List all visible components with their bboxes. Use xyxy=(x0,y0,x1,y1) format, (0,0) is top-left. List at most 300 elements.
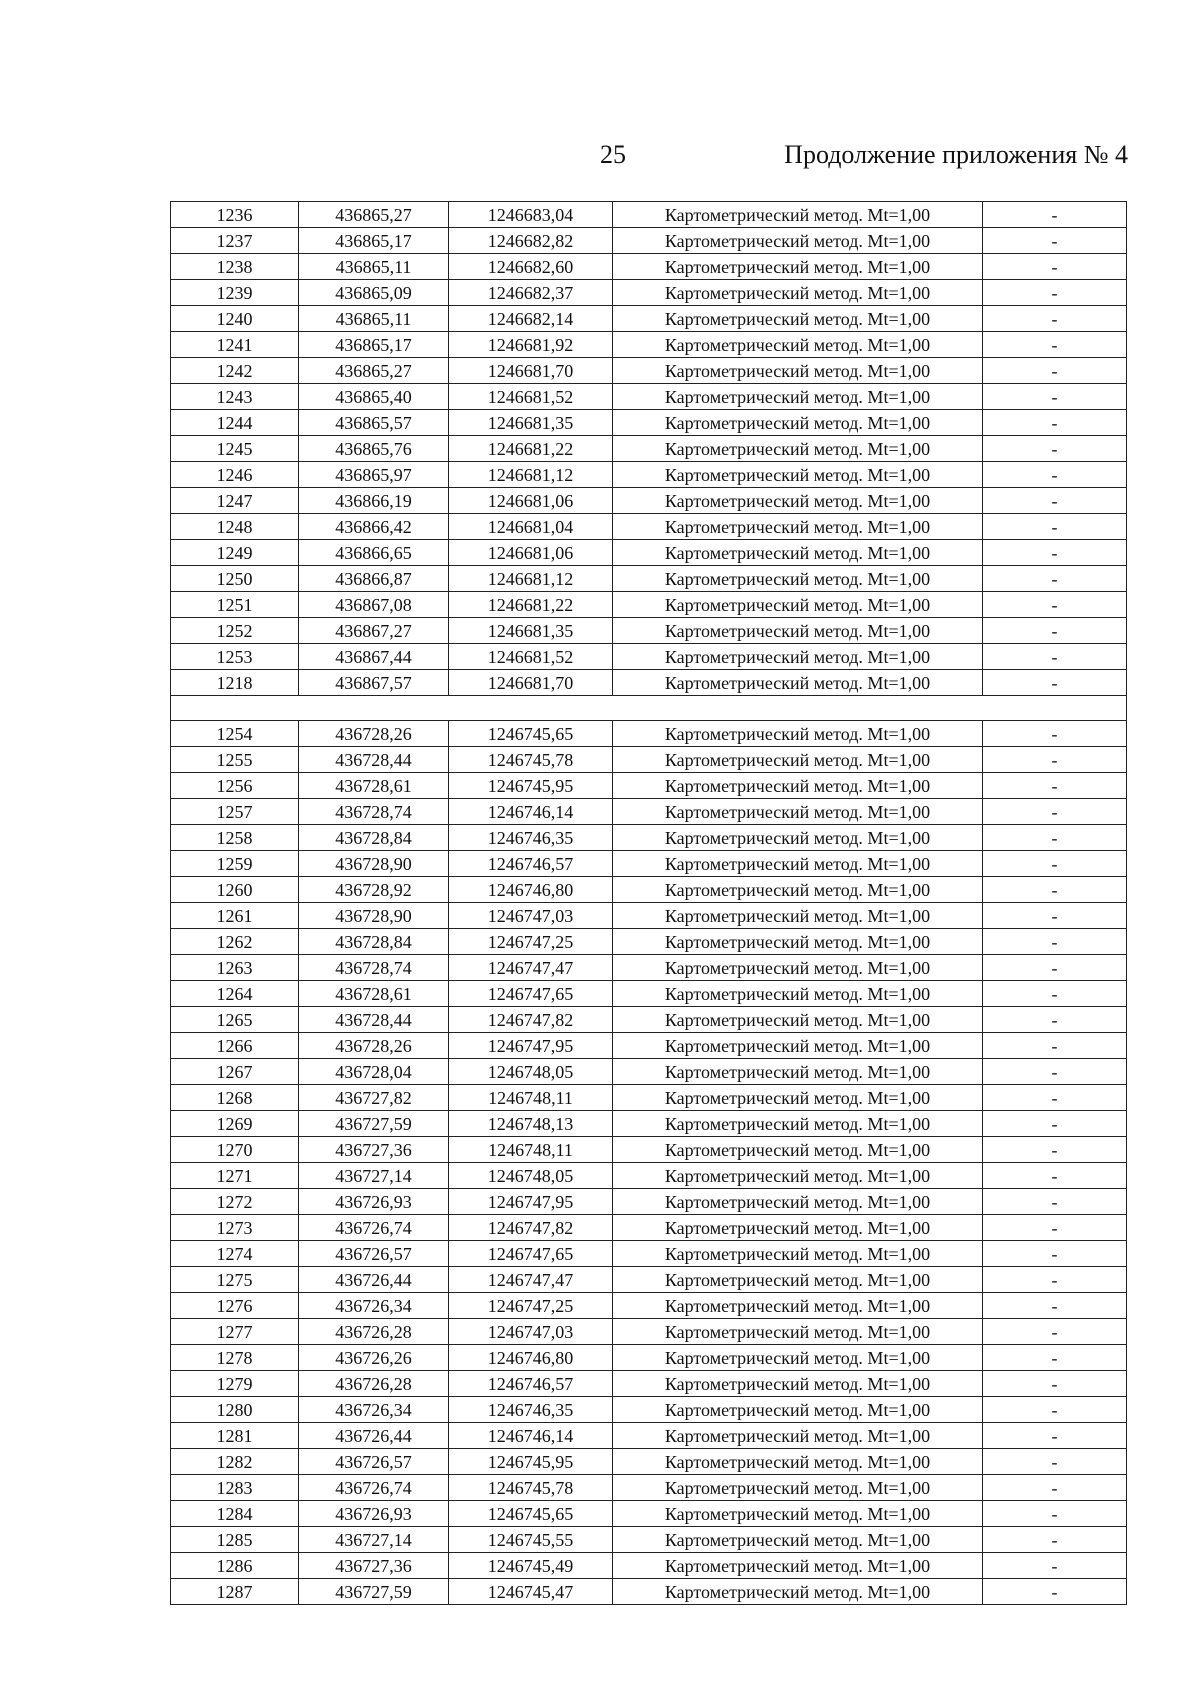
x-coordinate-cell: 436726,57 xyxy=(299,1449,449,1475)
y-coordinate-cell: 1246681,52 xyxy=(449,384,613,410)
note-cell: - xyxy=(983,903,1127,929)
table-row xyxy=(171,1423,1127,1449)
point-number-cell: 1277 xyxy=(171,1319,299,1345)
x-coordinate-cell: 436726,28 xyxy=(299,1371,449,1397)
y-coordinate-cell: 1246681,92 xyxy=(449,332,613,358)
method-cell: Картометрический метод. Mt=1,00 xyxy=(613,799,983,825)
note-cell: - xyxy=(983,1267,1127,1293)
x-coordinate-cell: 436728,84 xyxy=(299,929,449,955)
table-row xyxy=(171,721,1127,747)
x-coordinate-cell: 436728,04 xyxy=(299,1059,449,1085)
note-cell: - xyxy=(983,955,1127,981)
x-coordinate-cell: 436728,61 xyxy=(299,773,449,799)
point-number-cell: 1248 xyxy=(171,514,299,540)
page-heading: Продолжение приложения № 4 xyxy=(784,140,1128,169)
method-cell: Картометрический метод. Mt=1,00 xyxy=(613,1085,983,1111)
table-row xyxy=(171,1137,1127,1163)
point-number-cell: 1260 xyxy=(171,877,299,903)
x-coordinate-cell: 436865,17 xyxy=(299,332,449,358)
note-cell: - xyxy=(983,644,1127,670)
note-cell: - xyxy=(983,384,1127,410)
note-cell: - xyxy=(983,825,1127,851)
x-coordinate-cell: 436865,11 xyxy=(299,306,449,332)
table-row xyxy=(171,254,1127,280)
table-row xyxy=(171,1111,1127,1137)
y-coordinate-cell: 1246748,05 xyxy=(449,1163,613,1189)
table-row xyxy=(171,670,1127,696)
note-cell: - xyxy=(983,254,1127,280)
x-coordinate-cell: 436866,65 xyxy=(299,540,449,566)
y-coordinate-cell: 1246682,37 xyxy=(449,280,613,306)
table-row xyxy=(171,1345,1127,1371)
y-coordinate-cell: 1246745,65 xyxy=(449,1501,613,1527)
method-cell: Картометрический метод. Mt=1,00 xyxy=(613,358,983,384)
method-cell: Картометрический метод. Mt=1,00 xyxy=(613,1189,983,1215)
note-cell: - xyxy=(983,670,1127,696)
table-row xyxy=(171,1501,1127,1527)
x-coordinate-cell: 436727,59 xyxy=(299,1579,449,1605)
note-cell: - xyxy=(983,1293,1127,1319)
note-cell: - xyxy=(983,566,1127,592)
point-number-cell: 1243 xyxy=(171,384,299,410)
point-number-cell: 1267 xyxy=(171,1059,299,1085)
y-coordinate-cell: 1246745,55 xyxy=(449,1527,613,1553)
x-coordinate-cell: 436865,11 xyxy=(299,254,449,280)
table-row xyxy=(171,773,1127,799)
note-cell: - xyxy=(983,877,1127,903)
note-cell: - xyxy=(983,618,1127,644)
note-cell: - xyxy=(983,1241,1127,1267)
point-number-cell: 1281 xyxy=(171,1423,299,1449)
note-cell: - xyxy=(983,358,1127,384)
point-number-cell: 1279 xyxy=(171,1371,299,1397)
note-cell: - xyxy=(983,1449,1127,1475)
method-cell: Картометрический метод. Mt=1,00 xyxy=(613,955,983,981)
x-coordinate-cell: 436728,26 xyxy=(299,721,449,747)
method-cell: Картометрический метод. Mt=1,00 xyxy=(613,228,983,254)
point-number-cell: 1273 xyxy=(171,1215,299,1241)
note-cell: - xyxy=(983,228,1127,254)
point-number-cell: 1268 xyxy=(171,1085,299,1111)
table-row xyxy=(171,332,1127,358)
table-row xyxy=(171,1163,1127,1189)
y-coordinate-cell: 1246747,03 xyxy=(449,1319,613,1345)
note-cell: - xyxy=(983,540,1127,566)
method-cell: Картометрический метод. Mt=1,00 xyxy=(613,592,983,618)
method-cell: Картометрический метод. Mt=1,00 xyxy=(613,540,983,566)
x-coordinate-cell: 436728,84 xyxy=(299,825,449,851)
point-number-cell: 1245 xyxy=(171,436,299,462)
point-number-cell: 1284 xyxy=(171,1501,299,1527)
point-number-cell: 1263 xyxy=(171,955,299,981)
table-row xyxy=(171,1449,1127,1475)
table-row xyxy=(171,1085,1127,1111)
y-coordinate-cell: 1246748,11 xyxy=(449,1085,613,1111)
x-coordinate-cell: 436728,44 xyxy=(299,1007,449,1033)
y-coordinate-cell: 1246745,95 xyxy=(449,773,613,799)
table-row xyxy=(171,1033,1127,1059)
note-cell: - xyxy=(983,462,1127,488)
method-cell: Картометрический метод. Mt=1,00 xyxy=(613,488,983,514)
table-row xyxy=(171,384,1127,410)
x-coordinate-cell: 436726,28 xyxy=(299,1319,449,1345)
table-row xyxy=(171,1553,1127,1579)
y-coordinate-cell: 1246747,95 xyxy=(449,1033,613,1059)
note-cell: - xyxy=(983,1501,1127,1527)
y-coordinate-cell: 1246681,22 xyxy=(449,592,613,618)
method-cell: Картометрический метод. Mt=1,00 xyxy=(613,1475,983,1501)
method-cell: Картометрический метод. Mt=1,00 xyxy=(613,1111,983,1137)
point-number-cell: 1283 xyxy=(171,1475,299,1501)
y-coordinate-cell: 1246682,82 xyxy=(449,228,613,254)
table-row xyxy=(171,825,1127,851)
method-cell: Картометрический метод. Mt=1,00 xyxy=(613,332,983,358)
table-row xyxy=(171,747,1127,773)
method-cell: Картометрический метод. Mt=1,00 xyxy=(613,410,983,436)
method-cell: Картометрический метод. Mt=1,00 xyxy=(613,1319,983,1345)
point-number-cell: 1253 xyxy=(171,644,299,670)
point-number-cell: 1269 xyxy=(171,1111,299,1137)
y-coordinate-cell: 1246747,25 xyxy=(449,1293,613,1319)
method-cell: Картометрический метод. Mt=1,00 xyxy=(613,1371,983,1397)
table-row xyxy=(171,306,1127,332)
y-coordinate-cell: 1246746,35 xyxy=(449,1397,613,1423)
table-row xyxy=(171,929,1127,955)
method-cell: Картометрический метод. Mt=1,00 xyxy=(613,1241,983,1267)
note-cell: - xyxy=(983,306,1127,332)
note-cell: - xyxy=(983,1007,1127,1033)
y-coordinate-cell: 1246681,70 xyxy=(449,358,613,384)
y-coordinate-cell: 1246746,57 xyxy=(449,851,613,877)
point-number-cell: 1266 xyxy=(171,1033,299,1059)
method-cell: Картометрический метод. Mt=1,00 xyxy=(613,903,983,929)
note-cell: - xyxy=(983,1553,1127,1579)
note-cell: - xyxy=(983,1527,1127,1553)
x-coordinate-cell: 436727,36 xyxy=(299,1137,449,1163)
x-coordinate-cell: 436728,74 xyxy=(299,799,449,825)
x-coordinate-cell: 436867,57 xyxy=(299,670,449,696)
point-number-cell: 1250 xyxy=(171,566,299,592)
point-number-cell: 1244 xyxy=(171,410,299,436)
table-row xyxy=(171,1007,1127,1033)
point-number-cell: 1251 xyxy=(171,592,299,618)
note-cell: - xyxy=(983,721,1127,747)
note-cell: - xyxy=(983,514,1127,540)
y-coordinate-cell: 1246748,05 xyxy=(449,1059,613,1085)
table-row xyxy=(171,955,1127,981)
x-coordinate-cell: 436866,19 xyxy=(299,488,449,514)
y-coordinate-cell: 1246681,35 xyxy=(449,618,613,644)
table-row xyxy=(171,644,1127,670)
method-cell: Картометрический метод. Mt=1,00 xyxy=(613,929,983,955)
point-number-cell: 1238 xyxy=(171,254,299,280)
note-cell: - xyxy=(983,1137,1127,1163)
group-separator-row xyxy=(171,696,1127,721)
point-number-cell: 1272 xyxy=(171,1189,299,1215)
table-row xyxy=(171,1579,1127,1605)
x-coordinate-cell: 436726,34 xyxy=(299,1293,449,1319)
method-cell: Картометрический метод. Mt=1,00 xyxy=(613,670,983,696)
table-row xyxy=(171,1371,1127,1397)
note-cell: - xyxy=(983,1189,1127,1215)
point-number-cell: 1262 xyxy=(171,929,299,955)
table-row xyxy=(171,592,1127,618)
page-number: 25 xyxy=(600,140,626,169)
method-cell: Картометрический метод. Mt=1,00 xyxy=(613,514,983,540)
x-coordinate-cell: 436865,17 xyxy=(299,228,449,254)
x-coordinate-cell: 436726,74 xyxy=(299,1215,449,1241)
point-number-cell: 1254 xyxy=(171,721,299,747)
y-coordinate-cell: 1246747,47 xyxy=(449,1267,613,1293)
x-coordinate-cell: 436865,57 xyxy=(299,410,449,436)
note-cell: - xyxy=(983,202,1127,228)
table-row xyxy=(171,1293,1127,1319)
point-number-cell: 1242 xyxy=(171,358,299,384)
method-cell: Картометрический метод. Mt=1,00 xyxy=(613,202,983,228)
table-row xyxy=(171,462,1127,488)
table-row xyxy=(171,799,1127,825)
y-coordinate-cell: 1246682,60 xyxy=(449,254,613,280)
x-coordinate-cell: 436726,44 xyxy=(299,1423,449,1449)
point-number-cell: 1246 xyxy=(171,462,299,488)
method-cell: Картометрический метод. Mt=1,00 xyxy=(613,566,983,592)
note-cell: - xyxy=(983,1033,1127,1059)
x-coordinate-cell: 436728,92 xyxy=(299,877,449,903)
point-number-cell: 1256 xyxy=(171,773,299,799)
note-cell: - xyxy=(983,1345,1127,1371)
note-cell: - xyxy=(983,929,1127,955)
x-coordinate-cell: 436727,36 xyxy=(299,1553,449,1579)
x-coordinate-cell: 436867,44 xyxy=(299,644,449,670)
separator-cell xyxy=(171,696,1127,721)
table-row xyxy=(171,1059,1127,1085)
point-number-cell: 1265 xyxy=(171,1007,299,1033)
point-number-cell: 1240 xyxy=(171,306,299,332)
y-coordinate-cell: 1246745,95 xyxy=(449,1449,613,1475)
x-coordinate-cell: 436728,90 xyxy=(299,903,449,929)
x-coordinate-cell: 436726,74 xyxy=(299,1475,449,1501)
note-cell: - xyxy=(983,436,1127,462)
method-cell: Картометрический метод. Mt=1,00 xyxy=(613,1397,983,1423)
y-coordinate-cell: 1246746,14 xyxy=(449,1423,613,1449)
note-cell: - xyxy=(983,981,1127,1007)
x-coordinate-cell: 436726,26 xyxy=(299,1345,449,1371)
y-coordinate-cell: 1246747,65 xyxy=(449,1241,613,1267)
method-cell: Картометрический метод. Mt=1,00 xyxy=(613,1293,983,1319)
table-row xyxy=(171,202,1127,228)
y-coordinate-cell: 1246746,57 xyxy=(449,1371,613,1397)
method-cell: Картометрический метод. Mt=1,00 xyxy=(613,254,983,280)
y-coordinate-cell: 1246747,25 xyxy=(449,929,613,955)
table-row xyxy=(171,618,1127,644)
y-coordinate-cell: 1246746,35 xyxy=(449,825,613,851)
y-coordinate-cell: 1246681,12 xyxy=(449,566,613,592)
point-number-cell: 1274 xyxy=(171,1241,299,1267)
method-cell: Картометрический метод. Mt=1,00 xyxy=(613,1423,983,1449)
note-cell: - xyxy=(983,1319,1127,1345)
x-coordinate-cell: 436726,57 xyxy=(299,1241,449,1267)
x-coordinate-cell: 436726,34 xyxy=(299,1397,449,1423)
point-number-cell: 1237 xyxy=(171,228,299,254)
table-row xyxy=(171,488,1127,514)
method-cell: Картометрический метод. Mt=1,00 xyxy=(613,1579,983,1605)
table-row xyxy=(171,1527,1127,1553)
point-number-cell: 1255 xyxy=(171,747,299,773)
point-number-cell: 1236 xyxy=(171,202,299,228)
point-number-cell: 1247 xyxy=(171,488,299,514)
y-coordinate-cell: 1246745,47 xyxy=(449,1579,613,1605)
table-row xyxy=(171,436,1127,462)
note-cell: - xyxy=(983,280,1127,306)
y-coordinate-cell: 1246747,65 xyxy=(449,981,613,1007)
method-cell: Картометрический метод. Mt=1,00 xyxy=(613,1345,983,1371)
table-row xyxy=(171,280,1127,306)
method-cell: Картометрический метод. Mt=1,00 xyxy=(613,851,983,877)
y-coordinate-cell: 1246747,47 xyxy=(449,955,613,981)
point-number-cell: 1278 xyxy=(171,1345,299,1371)
x-coordinate-cell: 436867,08 xyxy=(299,592,449,618)
table-row xyxy=(171,851,1127,877)
point-number-cell: 1261 xyxy=(171,903,299,929)
y-coordinate-cell: 1246745,65 xyxy=(449,721,613,747)
point-number-cell: 1257 xyxy=(171,799,299,825)
note-cell: - xyxy=(983,1423,1127,1449)
table-row xyxy=(171,358,1127,384)
table-row xyxy=(171,1319,1127,1345)
x-coordinate-cell: 436727,82 xyxy=(299,1085,449,1111)
y-coordinate-cell: 1246683,04 xyxy=(449,202,613,228)
point-number-cell: 1218 xyxy=(171,670,299,696)
note-cell: - xyxy=(983,1397,1127,1423)
table-row xyxy=(171,1215,1127,1241)
x-coordinate-cell: 436726,93 xyxy=(299,1501,449,1527)
y-coordinate-cell: 1246745,78 xyxy=(449,747,613,773)
y-coordinate-cell: 1246747,95 xyxy=(449,1189,613,1215)
method-cell: Картометрический метод. Mt=1,00 xyxy=(613,644,983,670)
y-coordinate-cell: 1246746,14 xyxy=(449,799,613,825)
x-coordinate-cell: 436728,90 xyxy=(299,851,449,877)
x-coordinate-cell: 436865,09 xyxy=(299,280,449,306)
method-cell: Картометрический метод. Mt=1,00 xyxy=(613,462,983,488)
note-cell: - xyxy=(983,488,1127,514)
note-cell: - xyxy=(983,851,1127,877)
table-row xyxy=(171,877,1127,903)
note-cell: - xyxy=(983,332,1127,358)
coordinates-table xyxy=(170,201,1127,1605)
method-cell: Картометрический метод. Mt=1,00 xyxy=(613,384,983,410)
point-number-cell: 1258 xyxy=(171,825,299,851)
note-cell: - xyxy=(983,1579,1127,1605)
y-coordinate-cell: 1246681,12 xyxy=(449,462,613,488)
method-cell: Картометрический метод. Mt=1,00 xyxy=(613,1007,983,1033)
method-cell: Картометрический метод. Mt=1,00 xyxy=(613,1449,983,1475)
note-cell: - xyxy=(983,773,1127,799)
method-cell: Картометрический метод. Mt=1,00 xyxy=(613,280,983,306)
point-number-cell: 1252 xyxy=(171,618,299,644)
x-coordinate-cell: 436726,44 xyxy=(299,1267,449,1293)
table-row xyxy=(171,1267,1127,1293)
method-cell: Картометрический метод. Mt=1,00 xyxy=(613,747,983,773)
method-cell: Картометрический метод. Mt=1,00 xyxy=(613,1137,983,1163)
table-row xyxy=(171,1241,1127,1267)
method-cell: Картометрический метод. Mt=1,00 xyxy=(613,1527,983,1553)
method-cell: Картометрический метод. Mt=1,00 xyxy=(613,877,983,903)
note-cell: - xyxy=(983,799,1127,825)
x-coordinate-cell: 436865,27 xyxy=(299,202,449,228)
y-coordinate-cell: 1246748,11 xyxy=(449,1137,613,1163)
method-cell: Картометрический метод. Mt=1,00 xyxy=(613,306,983,332)
point-number-cell: 1264 xyxy=(171,981,299,1007)
x-coordinate-cell: 436866,87 xyxy=(299,566,449,592)
table-row xyxy=(171,1397,1127,1423)
point-number-cell: 1270 xyxy=(171,1137,299,1163)
y-coordinate-cell: 1246682,14 xyxy=(449,306,613,332)
table-row xyxy=(171,1189,1127,1215)
method-cell: Картометрический метод. Mt=1,00 xyxy=(613,1553,983,1579)
point-number-cell: 1282 xyxy=(171,1449,299,1475)
point-number-cell: 1275 xyxy=(171,1267,299,1293)
note-cell: - xyxy=(983,592,1127,618)
y-coordinate-cell: 1246746,80 xyxy=(449,877,613,903)
y-coordinate-cell: 1246745,49 xyxy=(449,1553,613,1579)
y-coordinate-cell: 1246681,70 xyxy=(449,670,613,696)
note-cell: - xyxy=(983,1475,1127,1501)
table-row xyxy=(171,981,1127,1007)
table-row xyxy=(171,410,1127,436)
x-coordinate-cell: 436728,74 xyxy=(299,955,449,981)
y-coordinate-cell: 1246748,13 xyxy=(449,1111,613,1137)
coordinates-table-body xyxy=(171,202,1127,1605)
point-number-cell: 1271 xyxy=(171,1163,299,1189)
point-number-cell: 1285 xyxy=(171,1527,299,1553)
note-cell: - xyxy=(983,410,1127,436)
point-number-cell: 1239 xyxy=(171,280,299,306)
method-cell: Картометрический метод. Mt=1,00 xyxy=(613,773,983,799)
y-coordinate-cell: 1246681,35 xyxy=(449,410,613,436)
y-coordinate-cell: 1246747,82 xyxy=(449,1215,613,1241)
y-coordinate-cell: 1246747,03 xyxy=(449,903,613,929)
note-cell: - xyxy=(983,1085,1127,1111)
table-row xyxy=(171,1475,1127,1501)
point-number-cell: 1287 xyxy=(171,1579,299,1605)
method-cell: Картометрический метод. Mt=1,00 xyxy=(613,1033,983,1059)
note-cell: - xyxy=(983,747,1127,773)
x-coordinate-cell: 436865,40 xyxy=(299,384,449,410)
note-cell: - xyxy=(983,1059,1127,1085)
y-coordinate-cell: 1246745,78 xyxy=(449,1475,613,1501)
method-cell: Картометрический метод. Mt=1,00 xyxy=(613,721,983,747)
method-cell: Картометрический метод. Mt=1,00 xyxy=(613,436,983,462)
note-cell: - xyxy=(983,1163,1127,1189)
method-cell: Картометрический метод. Mt=1,00 xyxy=(613,1501,983,1527)
point-number-cell: 1259 xyxy=(171,851,299,877)
y-coordinate-cell: 1246681,52 xyxy=(449,644,613,670)
note-cell: - xyxy=(983,1111,1127,1137)
point-number-cell: 1280 xyxy=(171,1397,299,1423)
x-coordinate-cell: 436865,97 xyxy=(299,462,449,488)
x-coordinate-cell: 436728,44 xyxy=(299,747,449,773)
point-number-cell: 1276 xyxy=(171,1293,299,1319)
method-cell: Картометрический метод. Mt=1,00 xyxy=(613,1267,983,1293)
x-coordinate-cell: 436867,27 xyxy=(299,618,449,644)
method-cell: Картометрический метод. Mt=1,00 xyxy=(613,981,983,1007)
table-row xyxy=(171,540,1127,566)
x-coordinate-cell: 436727,14 xyxy=(299,1163,449,1189)
x-coordinate-cell: 436865,76 xyxy=(299,436,449,462)
x-coordinate-cell: 436728,61 xyxy=(299,981,449,1007)
method-cell: Картометрический метод. Mt=1,00 xyxy=(613,1215,983,1241)
y-coordinate-cell: 1246746,80 xyxy=(449,1345,613,1371)
